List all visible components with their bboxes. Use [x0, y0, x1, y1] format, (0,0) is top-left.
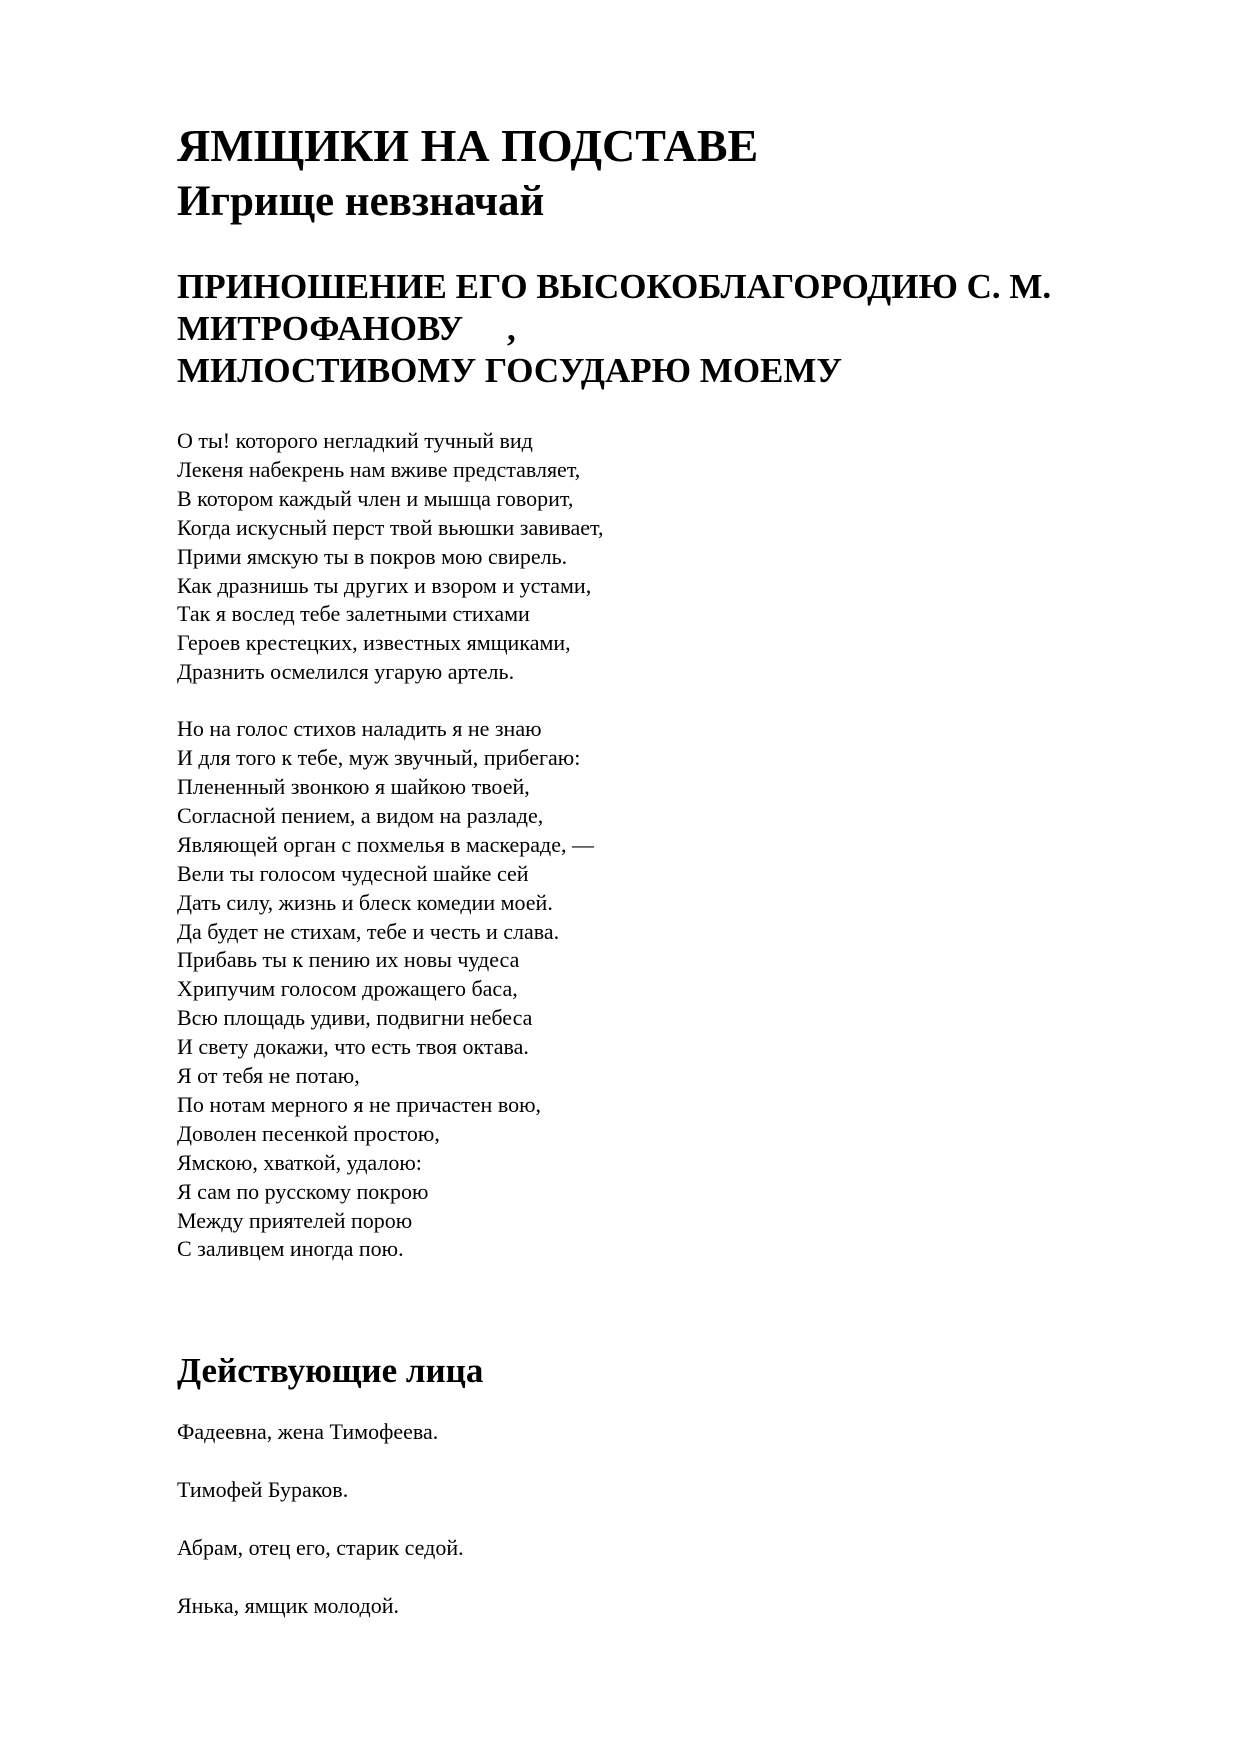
poem-line: Когда искусный перст твой вьюшки завивает, — [177, 514, 604, 540]
poem-line: Героев крестецких, известных ямщиками, — [177, 630, 571, 656]
poem-line: Дать силу, жизнь и блеск комедии моей. — [177, 889, 553, 915]
poem-stanza-2 — [177, 715, 1137, 1264]
poem-line: Плененный звонкою я шайкою твоей, — [177, 773, 530, 799]
document-page — [177, 118, 1137, 1620]
poem-line: Как дразнишь ты других и взором и устами, — [177, 572, 592, 598]
poem-line: Я сам по русскому покрою — [177, 1178, 429, 1204]
dedication-line: МИЛОСТИВОМУ ГОСУДАРЮ МОЕМУ — [177, 351, 843, 390]
poem-line: Да будет не стихам, тебе и честь и слава. — [177, 918, 560, 944]
poem-line: Прими ямскую ты в покров мою свирель. — [177, 543, 568, 569]
poem-line: Но на голос стихов наладить я не знаю — [177, 716, 542, 742]
characters-list — [177, 1418, 1137, 1620]
poem-line: Прибавь ты к пению их новы чудеса — [177, 947, 520, 973]
document-title: ЯМЩИКИ НА ПОДСТАВЕ — [177, 120, 759, 171]
poem-stanza-1 — [177, 427, 1137, 687]
poem-line: Так я вослед тебе залетными стихами — [177, 601, 530, 627]
document-subtitle: Игрище невзначай — [177, 178, 545, 225]
character-entry: Янька, ямщик молодой. — [177, 1593, 399, 1619]
dedication-heading — [177, 266, 1137, 392]
poem-line: С заливцем иногда пою. — [177, 1236, 404, 1262]
poem-line: Вели ты голосом чудесной шайке сей — [177, 860, 529, 886]
poem-line: Между приятелей порою — [177, 1207, 413, 1233]
poem-line: Согласной пением, а видом на разладе, — [177, 802, 544, 828]
characters-heading: Действующие лица — [177, 1351, 484, 1391]
poem-line: Лекеня набекрень нам вживе представляет, — [177, 456, 581, 482]
poem-line: И для того к тебе, муж звучный, прибегаю: — [177, 745, 581, 771]
character-entry: Тимофей Бураков. — [177, 1477, 349, 1503]
poem-line: И свету докажи, что есть твоя октава. — [177, 1034, 529, 1060]
poem-line: Всю площадь удиви, подвигни небеса — [177, 1005, 533, 1031]
poem-line: В котором каждый член и мышца говорит, — [177, 485, 574, 511]
poem-line: Доволен песенкой простою, — [177, 1120, 440, 1146]
poem-line: По нотам мерного я не причастен вою, — [177, 1091, 541, 1117]
poem-line: Хрипучим голосом дрожащего баса, — [177, 976, 518, 1002]
poem-line: Я от тебя не потаю, — [177, 1063, 360, 1089]
character-entry: Абрам, отец его, старик седой. — [177, 1535, 464, 1561]
dedication-line: МИТРОФАНОВУ , — [177, 309, 516, 348]
poem-line: Являющей орган с похмелья в маскераде, — — [177, 831, 594, 857]
character-entry: Фадеевна, жена Тимофеева. — [177, 1419, 439, 1445]
dedication-line: ПРИНОШЕНИЕ ЕГО ВЫСОКОБЛАГОРОДИЮ С. М. — [177, 267, 1052, 306]
poem-line: Ямскою, хваткой, удалою: — [177, 1149, 422, 1175]
poem-line: Дразнить осмелился угарую артель. — [177, 659, 515, 685]
poem-line: О ты! которого негладкий тучный вид — [177, 428, 533, 453]
